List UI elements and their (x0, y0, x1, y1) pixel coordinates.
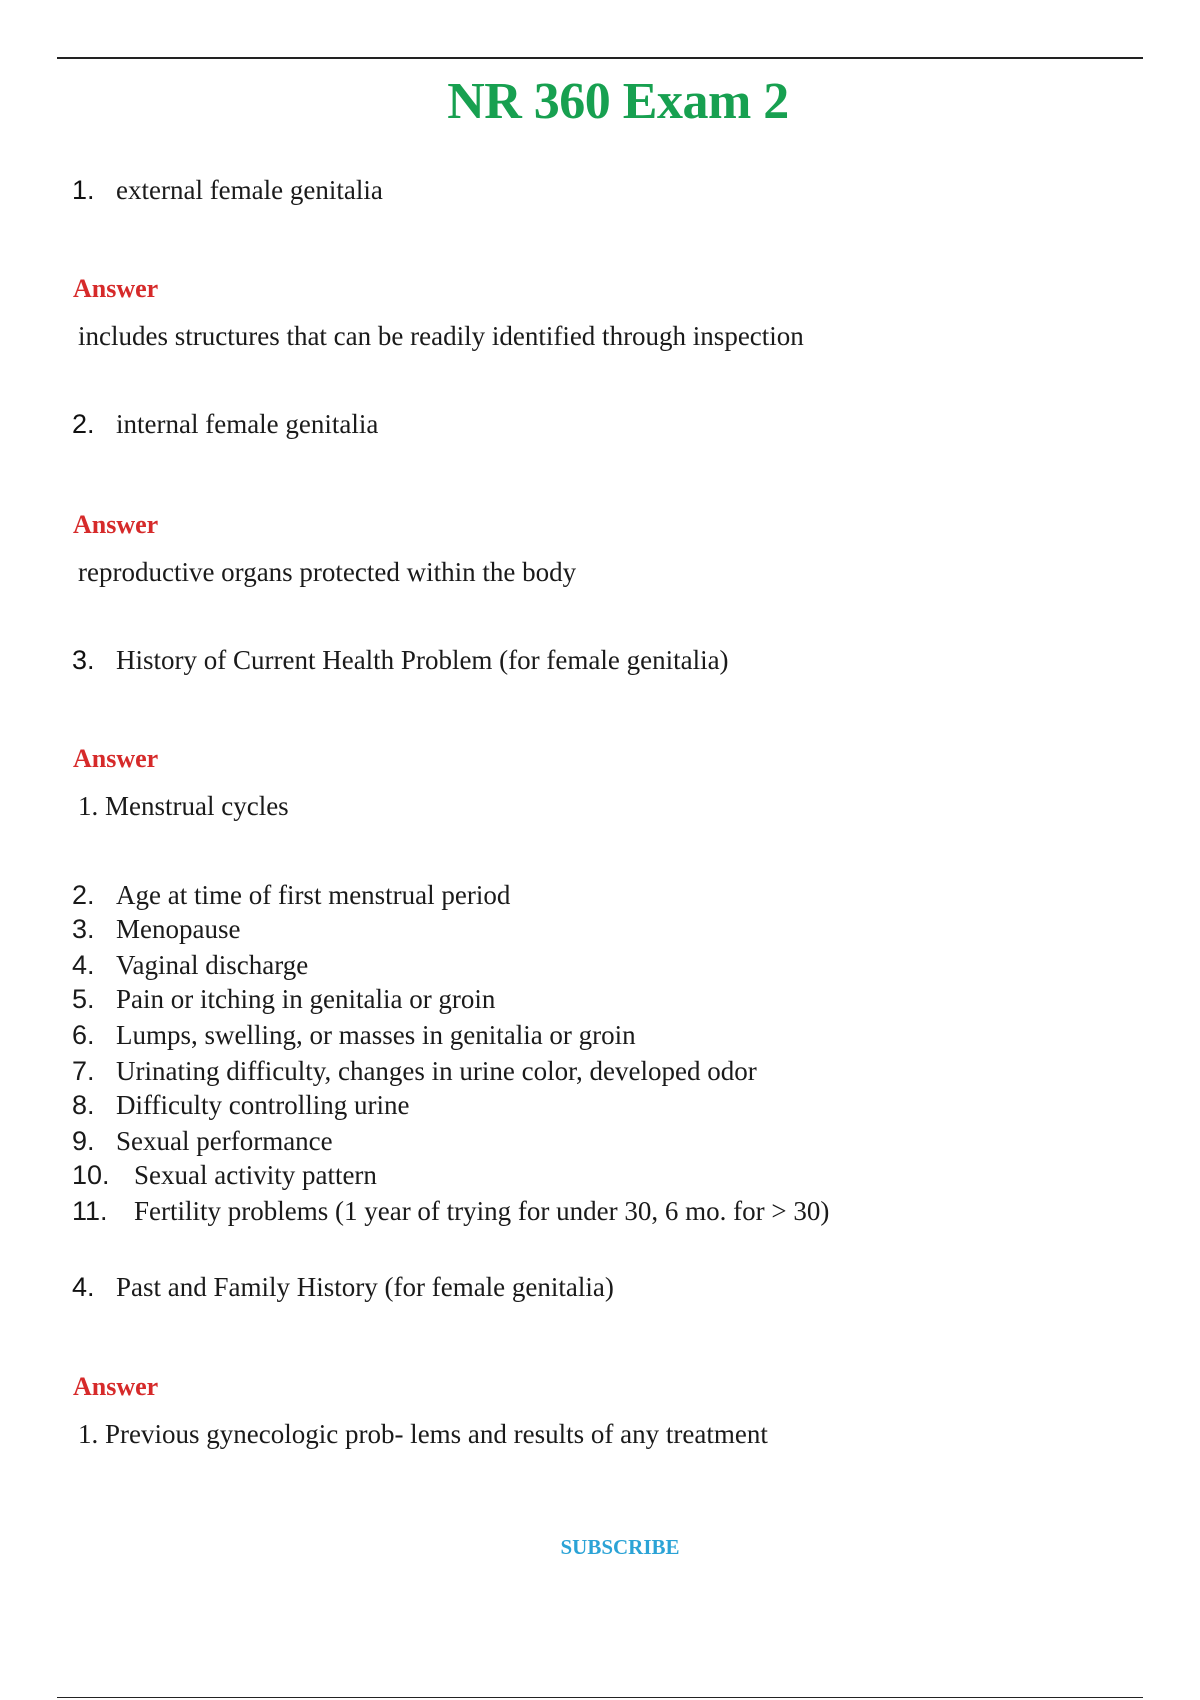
list-number: 2. (72, 880, 95, 910)
list-item (72, 1020, 636, 1054)
list-item (72, 1160, 377, 1194)
question-3 (72, 645, 729, 679)
list-item (72, 880, 510, 914)
answer-label: Answer (73, 1372, 159, 1401)
list-item (72, 914, 240, 948)
question-4 (72, 1272, 614, 1306)
answer-label: Answer (73, 510, 159, 539)
list-item (72, 1126, 333, 1160)
answer-label: Answer (73, 744, 159, 773)
answer-text: includes structures that can be readily identified through inspection (78, 321, 804, 351)
question-text: external female genitalia (116, 175, 383, 205)
question-2 (72, 409, 378, 443)
list-text: Lumps, swelling, or masses in genitalia or groin (116, 1020, 636, 1050)
list-number: 6. (72, 1020, 95, 1050)
list-number: 11. (72, 1196, 108, 1226)
question-text: internal female genitalia (116, 409, 379, 439)
answer-text: 1. Previous gynecologic prob- lems and results of any treatment (78, 1419, 768, 1449)
list-item (72, 950, 308, 984)
list-text: Vaginal discharge (116, 950, 309, 980)
question-number: 2. (72, 409, 95, 439)
list-item (72, 1056, 757, 1090)
list-text: Age at time of first menstrual period (116, 880, 511, 910)
list-item (72, 1196, 829, 1230)
list-text: Fertility problems (1 year of trying for under 30, 6 mo. for > 30) (134, 1196, 830, 1226)
list-text: Urinating difficulty, changes in urine color, developed odor (116, 1056, 757, 1086)
question-text: Past and Family History (for female genitalia) (116, 1272, 614, 1302)
list-text: Sexual performance (116, 1126, 333, 1156)
answer-label: Answer (73, 274, 159, 303)
list-number: 3. (72, 914, 95, 944)
list-text: Difficulty controlling urine (116, 1090, 410, 1120)
list-number: 8. (72, 1090, 95, 1120)
answer-text: reproductive organs protected within the body (78, 557, 577, 587)
list-text: Pain or itching in genitalia or groin (116, 984, 496, 1014)
question-number: 3. (72, 645, 95, 675)
list-text: Sexual activity pattern (134, 1160, 377, 1190)
question-text: History of Current Health Problem (for female genitalia) (116, 645, 729, 675)
list-item (72, 1090, 409, 1124)
list-number: 5. (72, 984, 95, 1014)
top-rule (57, 57, 1143, 59)
bottom-rule (57, 1697, 1143, 1698)
subscribe-link[interactable]: SUBSCRIBE (560, 1535, 680, 1559)
question-1 (72, 175, 383, 209)
question-number: 4. (72, 1272, 95, 1302)
list-number: 10. (72, 1160, 110, 1190)
list-number: 9. (72, 1126, 95, 1156)
page-title: NR 360 Exam 2 (447, 73, 789, 130)
list-number: 7. (72, 1056, 95, 1086)
answer-text: 1. Menstrual cycles (78, 791, 289, 821)
list-number: 4. (72, 950, 95, 980)
list-text: Menopause (116, 914, 241, 944)
question-number: 1. (72, 175, 95, 205)
list-item (72, 984, 495, 1018)
